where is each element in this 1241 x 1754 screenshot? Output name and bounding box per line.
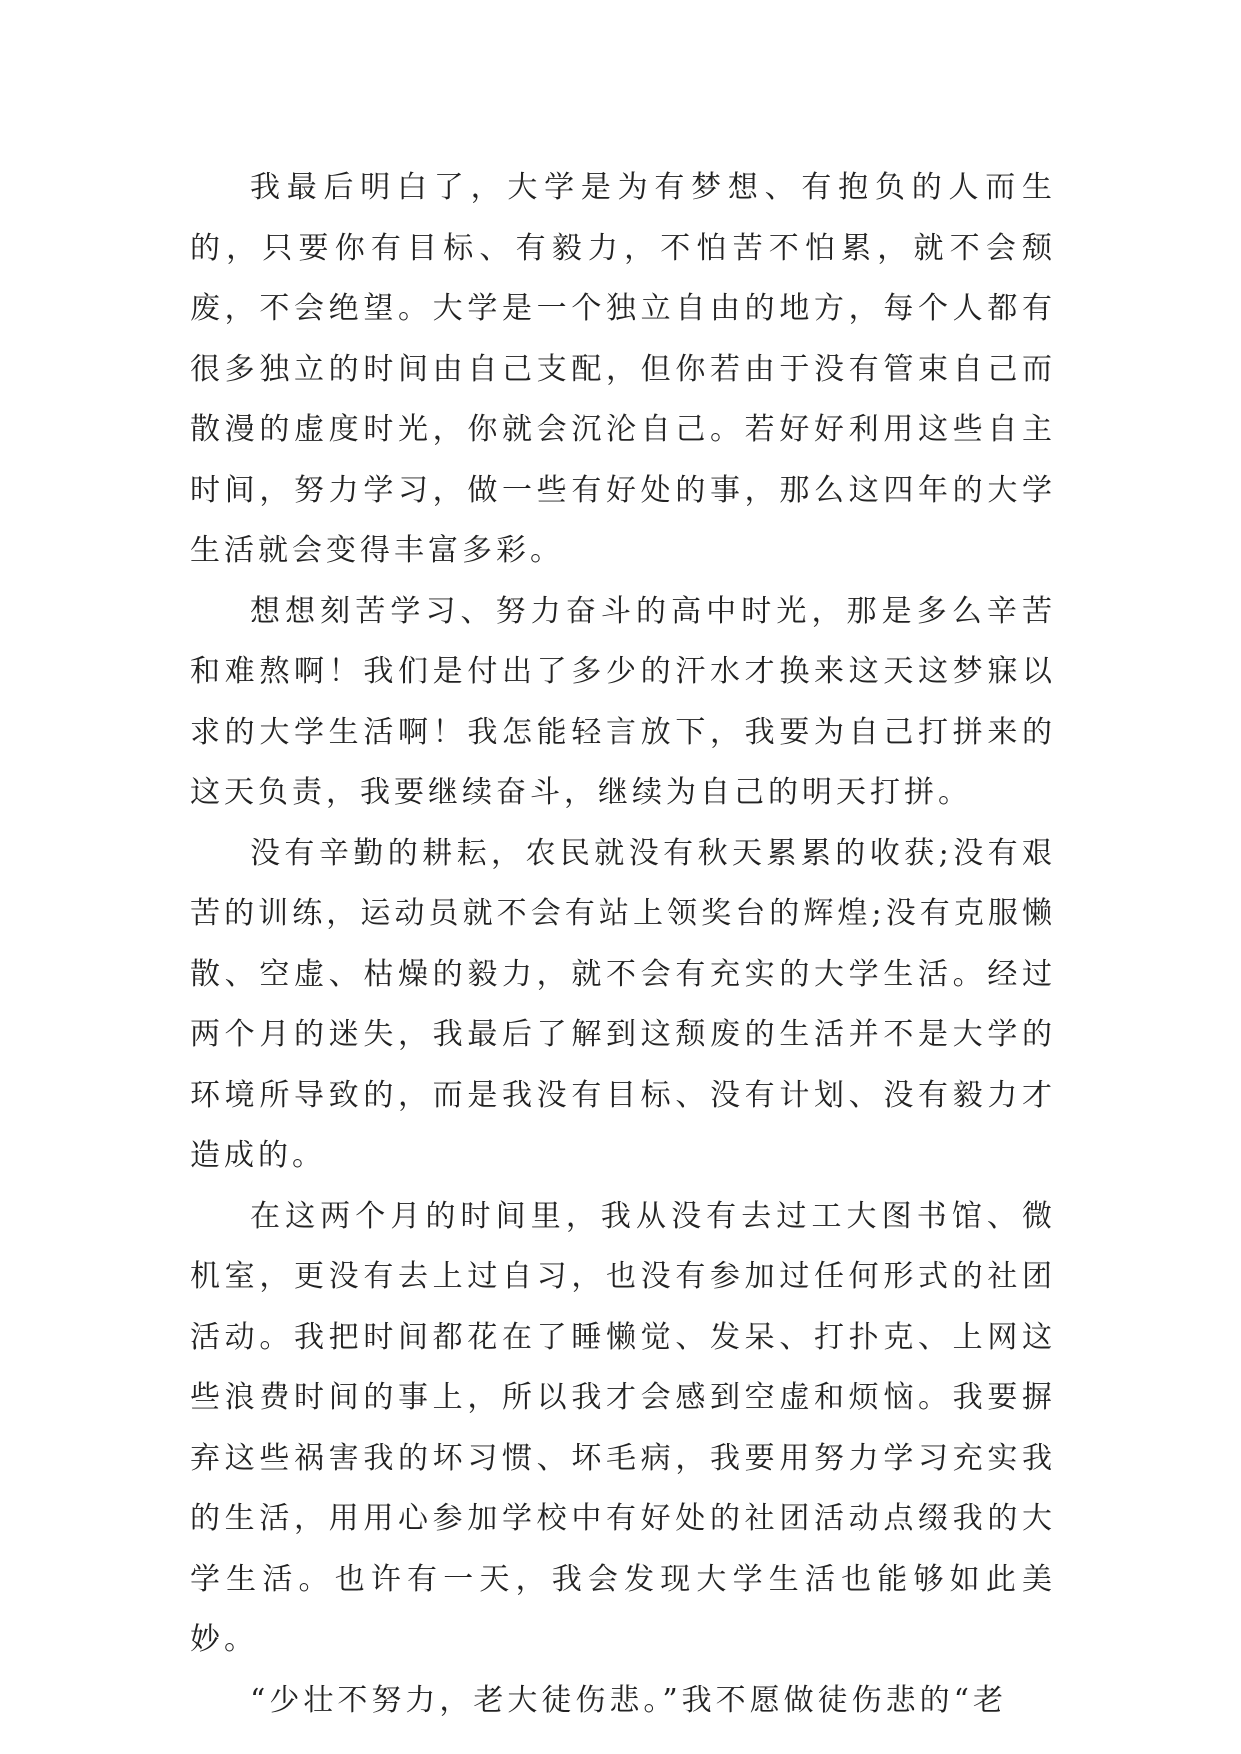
paragraph-2: 想想刻苦学习、努力奋斗的高中时光，那是多么辛苦和难熬啊！我们是付出了多少的汗水才换来这天这梦寐以求的大学生活啊！我怎能轻言放下，我要为自己打拼来的这天负责，我要继续奋斗，继续为自己的明天打拼。 [190,593,1056,810]
document-body [190,158,1056,1731]
paragraph-5: “少壮不努力，老大徒伤悲。”我不愿做徒伤悲的“老 [250,1682,1008,1718]
paragraph-3: 没有辛勤的耕耘，农民就没有秋天累累的收获;没有艰苦的训练，运动员就不会有站上领奖台的辉煌;没有克服懒散、空虚、枯燥的毅力，就不会有充实的大学生活。经过两个月的迷失，我最后了解到这颓废的生活并不是大学的环境所导致的，而是我没有目标、没有计划、没有毅力才造成的。 [190,835,1056,1173]
paragraph-1: 我最后明白了，大学是为有梦想、有抱负的人而生的，只要你有目标、有毅力，不怕苦不怕累，就不会颓废，不会绝望。大学是一个独立自由的地方，每个人都有很多独立的时间由自己支配，但你若由于没有管束自己而散漫的虚度时光，你就会沉沦自己。若好好利用这些自主时间，努力学习，做一些有好处的事，那么这四年的大学生活就会变得丰富多彩。 [190,170,1056,568]
paragraph-4: 在这两个月的时间里，我从没有去过工大图书馆、微机室，更没有去上过自习，也没有参加过任何形式的社团活动。我把时间都花在了睡懒觉、发呆、打扑克、上网这些浪费时间的事上，所以我才会感到空虚和烦恼。我要摒弃这些祸害我的坏习惯、坏毛病，我要用努力学习充实我的生活，用用心参加学校中有好处的社团活动点缀我的大学生活。也许有一天，我会发现大学生活也能够如此美妙。 [190,1198,1056,1657]
